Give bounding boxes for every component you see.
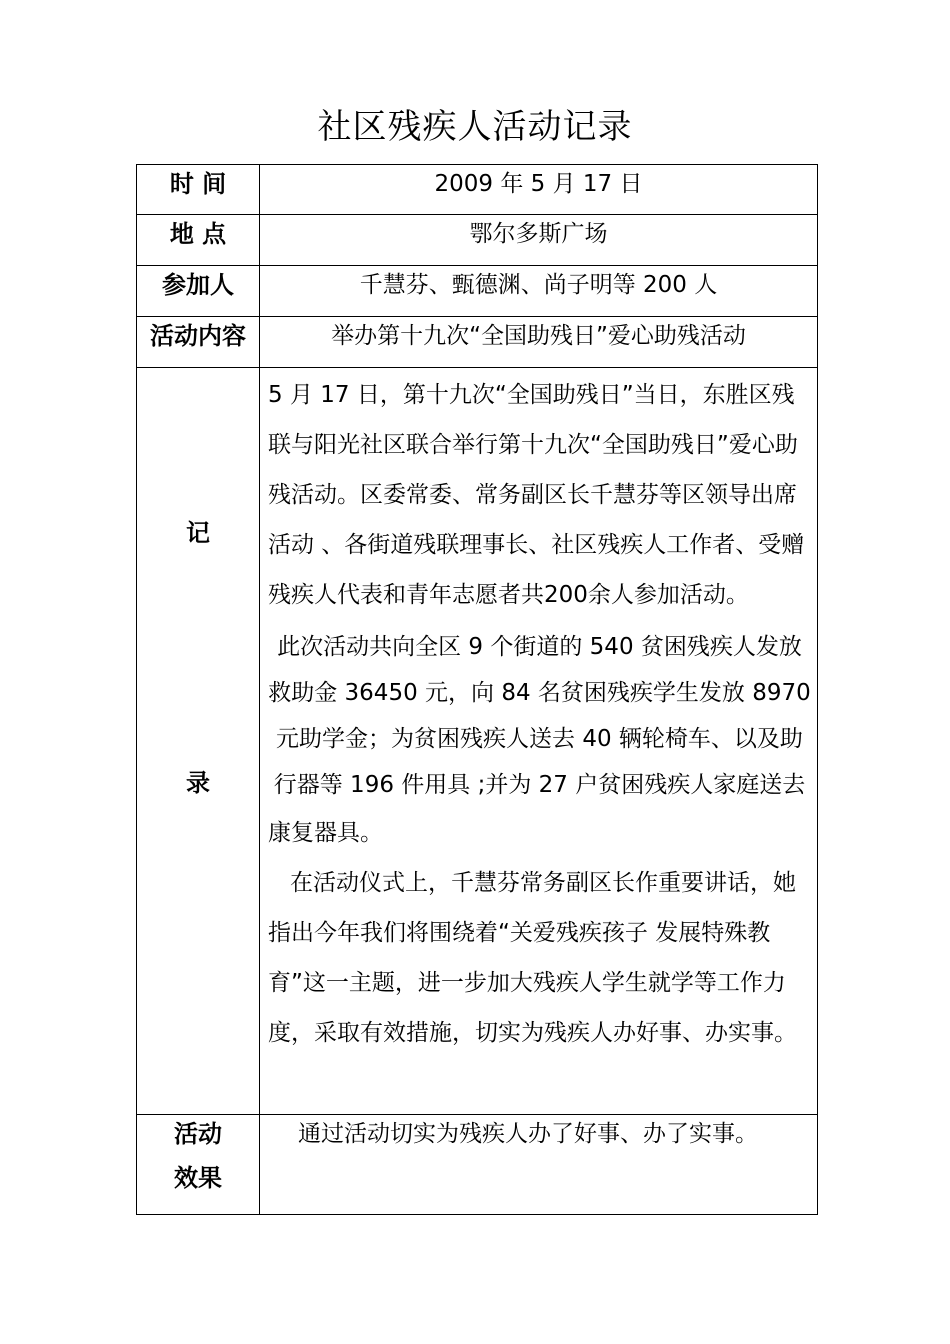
record-label-bottom: 录 xyxy=(186,769,210,797)
row-content xyxy=(137,317,818,368)
participants-label: 参加人 xyxy=(162,271,234,299)
time-label: 时 间 xyxy=(169,170,227,198)
record-paragraph-1: 5 月 17 日，第十九次“全国助残日”当日，东胜区残联与阳光社区联合举行第十九次“全国助残日”爱心助残活动。区委常委、常务副区长千慧芬等区领导出席活动 、各街道残联理事长、社区残疾人工作者、受赠残疾人代表和青年志愿者共200余人参加活动。 xyxy=(268,382,805,608)
record-paragraph-3: 在活动仪式上，千慧芬常务副区长作重要讲话，她指出今年我们将围绕着“关爱残疾孩子 发展特殊教育”这一主题，进一步加大残疾人学生就学等工作力度，采取有效措施，切实为残疾人办好事、办实事。 xyxy=(268,870,797,1046)
effect-value: 通过活动切实为残疾人办了好事、办了实事。 xyxy=(298,1121,758,1147)
place-label: 地 点 xyxy=(169,220,227,248)
record-label-top: 记 xyxy=(186,519,210,547)
record-paragraph-2: 此次活动共向全区 9 个街道的 540 贫困残疾人发放救助金 36450 元，向 84 名贫困残疾学生发放 8970 元助学金；为贫困残疾人送去 40 辆轮椅车、以及助行器等 196 件用具 ;并为 27 户贫困残疾人家庭送去 xyxy=(268,634,811,798)
record-paragraph-2b: 康复器具。 xyxy=(268,820,383,846)
content-value: 举办第十九次“全国助残日”爱心助残活动 xyxy=(331,323,746,349)
effect-label-line2: 效果 xyxy=(174,1164,222,1192)
row-place xyxy=(137,215,818,266)
time-value: 2009 年 5 月 17 日 xyxy=(434,171,643,197)
activity-record-table xyxy=(136,164,818,1215)
effect-label-line1: 活动 xyxy=(174,1120,222,1148)
participants-value: 千慧芬、甄德渊、尚子明等 200 人 xyxy=(359,272,718,298)
record-body xyxy=(260,368,817,1058)
place-value: 鄂尔多斯广场 xyxy=(469,221,608,247)
page-title: 社区残疾人活动记录 xyxy=(317,107,633,147)
content-label: 活动内容 xyxy=(150,322,246,350)
row-participants xyxy=(137,266,818,317)
row-effect xyxy=(137,1115,818,1215)
row-time xyxy=(137,165,818,215)
row-record xyxy=(137,368,818,1115)
